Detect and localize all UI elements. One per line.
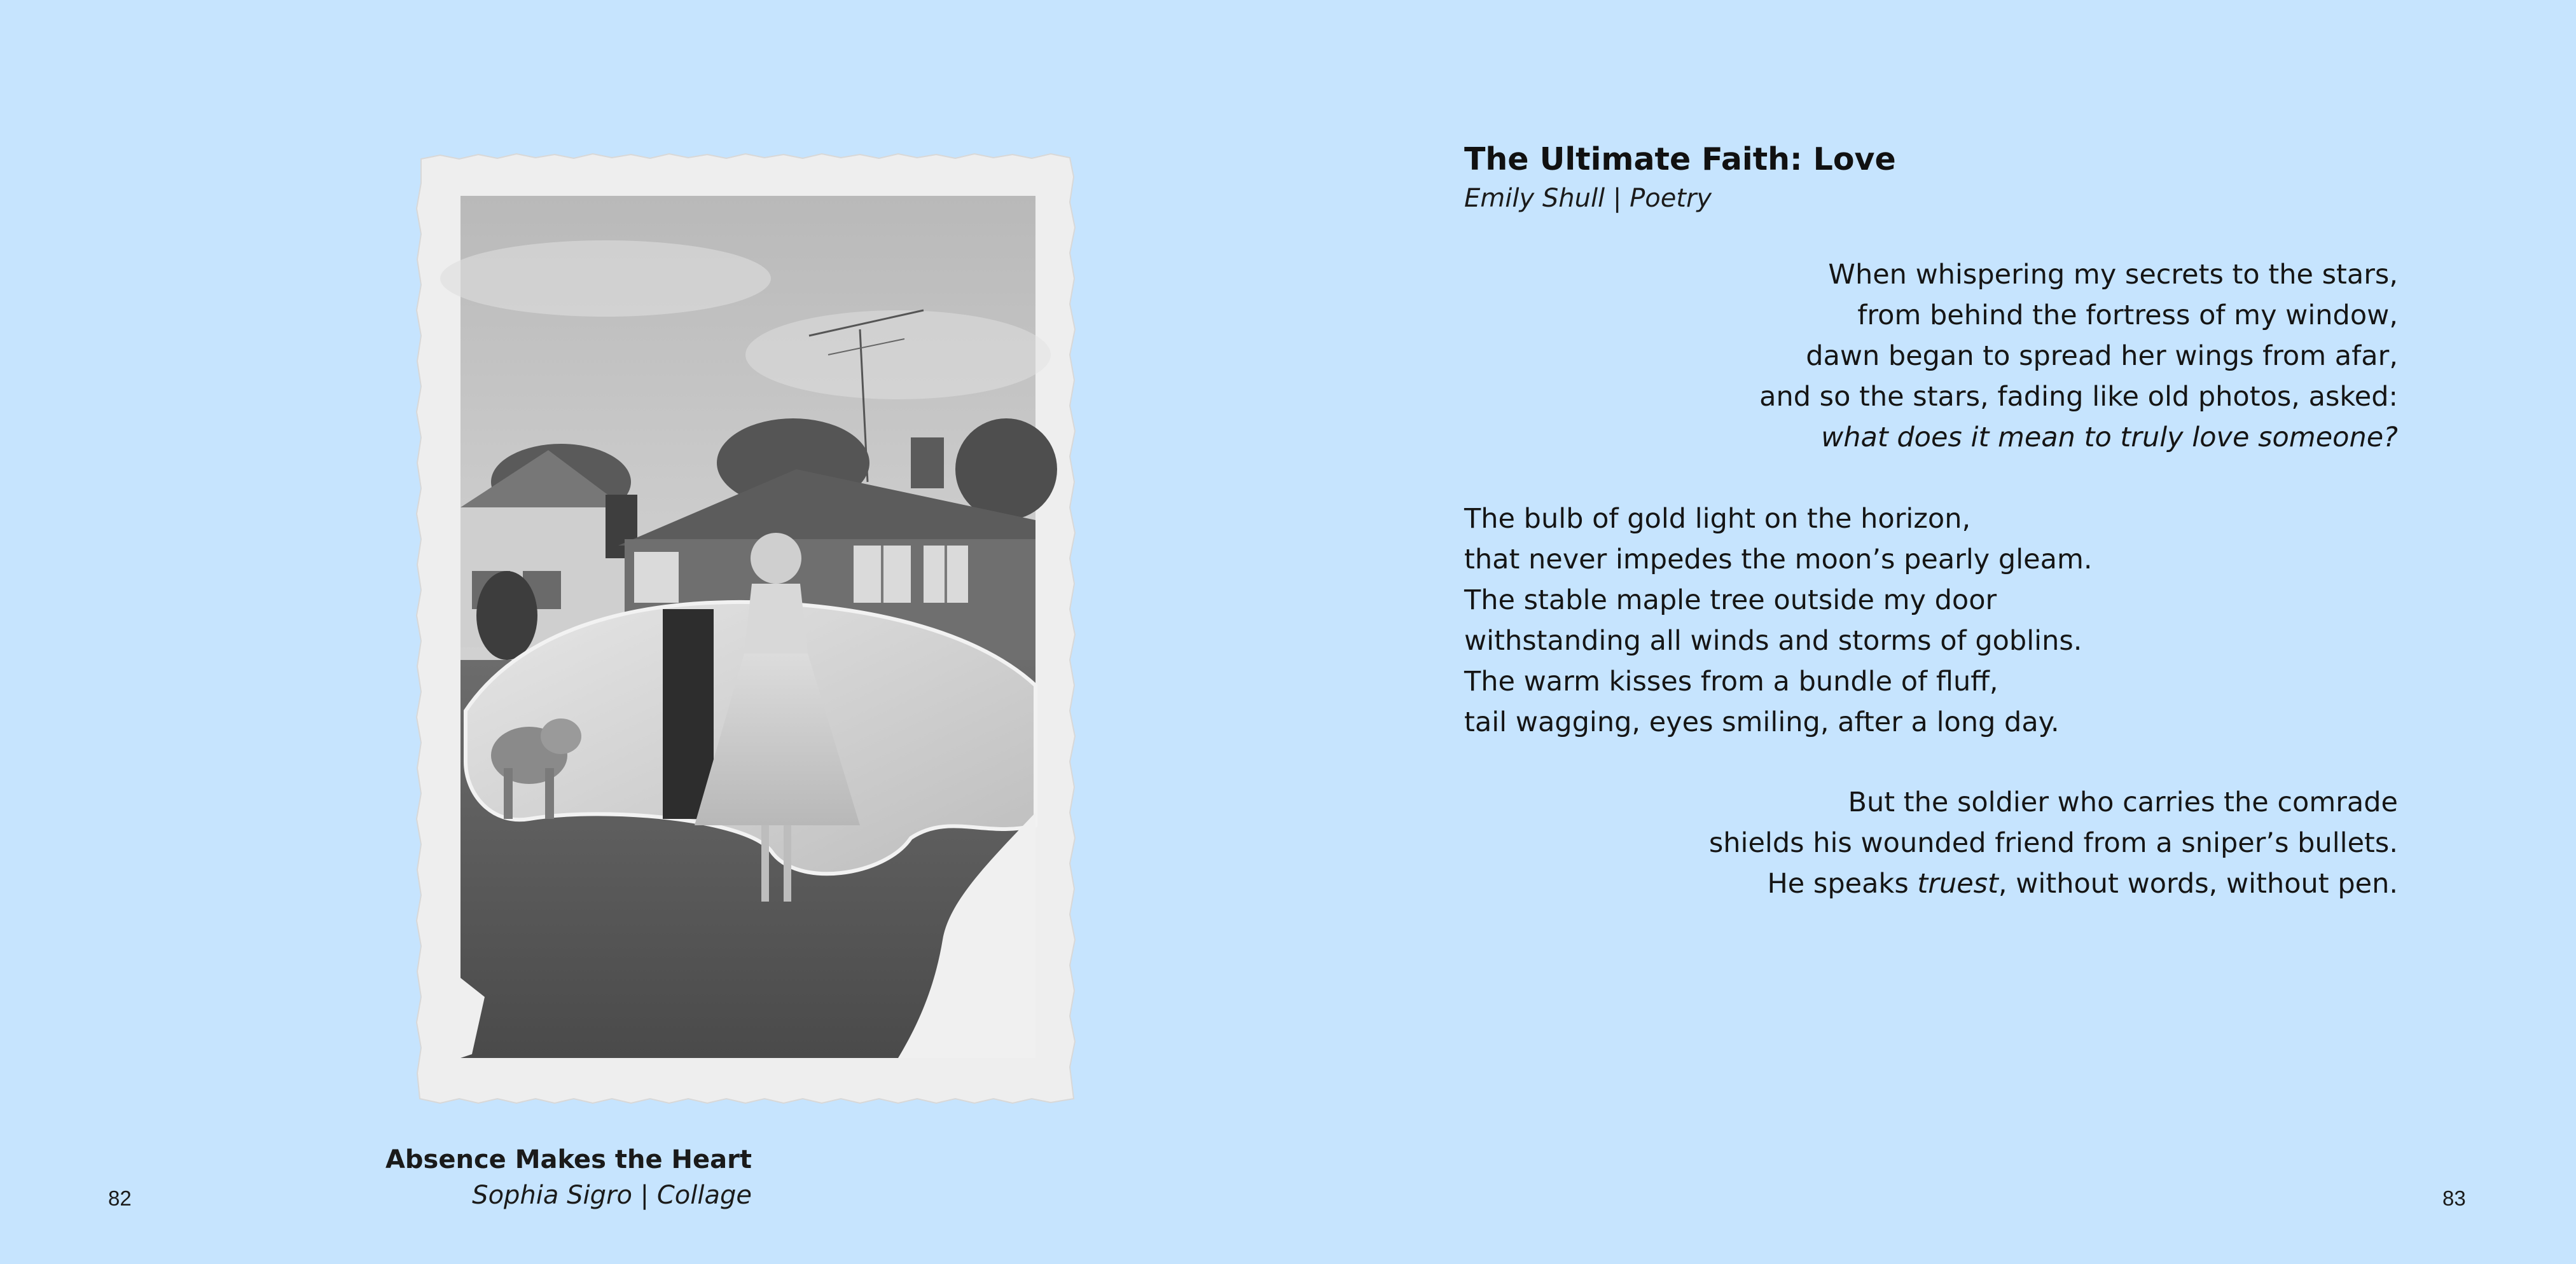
artwork-title: Absence Makes the Heart	[385, 1145, 752, 1174]
poem-line: When whispering my secrets to the stars,	[1828, 259, 2398, 291]
poem-line: But the soldier who carries the comrade	[1848, 787, 2398, 818]
final-line-start: He speaks	[1767, 868, 1918, 900]
poem-separator: |	[1612, 184, 1622, 213]
poem-line-final	[1709, 863, 2398, 904]
poem-line: tail wagging, eyes smiling, after a long day.	[1464, 706, 2060, 738]
poem-line-question: what does it mean to truly love someone?	[1821, 422, 2398, 453]
final-line-emphasis: truest	[1917, 868, 1998, 900]
page-number-right: 83	[2442, 1186, 2466, 1210]
poem-genre: Poetry	[1630, 184, 1712, 213]
poem-credit	[1464, 181, 1896, 216]
poem-line: shields his wounded friend from a sniper’s bullets.	[1708, 827, 2398, 859]
poem-author: Emily Shull	[1464, 184, 1605, 213]
vintage-photo-collage-image	[415, 151, 1083, 1106]
final-line-end: , without words, without pen.	[1998, 868, 2398, 900]
poem-line: The bulb of gold light on the horizon,	[1464, 503, 1971, 535]
poem-line: withstanding all winds and storms of goblins.	[1464, 625, 2082, 657]
artwork-credit	[356, 1178, 752, 1213]
stanza-2	[1464, 498, 2093, 743]
artwork-caption	[356, 1142, 752, 1213]
artwork-medium: Collage	[656, 1181, 752, 1210]
poem-title: The Ultimate Faith: Love	[1464, 141, 1896, 177]
artwork-artist: Sophia Sigro	[472, 1181, 632, 1210]
poem-line: from behind the fortress of my window,	[1857, 299, 2398, 331]
stanza-3	[1709, 782, 2398, 904]
page-number-left: 82	[108, 1186, 132, 1210]
poem-line: The warm kisses from a bundle of fluff,	[1464, 666, 1998, 697]
poem-line: and so the stars, fading like old photos, asked:	[1759, 381, 2398, 413]
stanza-1	[1759, 254, 2398, 458]
poem-header	[1464, 139, 1896, 216]
poem-line: that never impedes the moon’s pearly gleam.	[1464, 544, 2093, 575]
poem-line: dawn began to spread her wings from afar,	[1806, 340, 2398, 372]
artwork-separator: |	[640, 1181, 649, 1210]
collage-artwork	[415, 151, 1083, 1106]
poem-line: The stable maple tree outside my door	[1464, 584, 1997, 616]
